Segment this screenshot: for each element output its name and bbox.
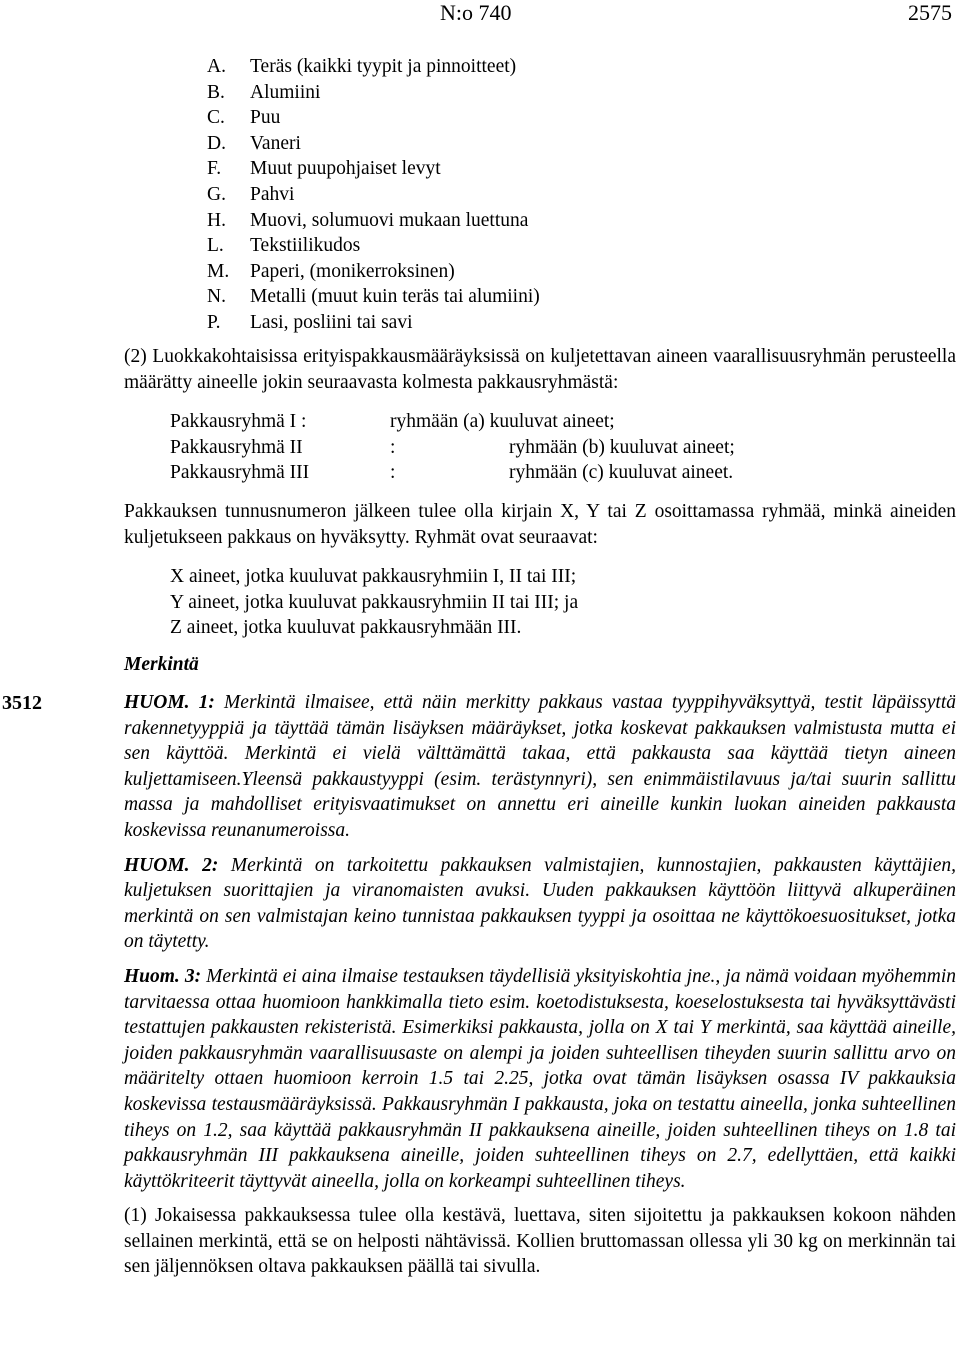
group-desc: ryhmään (b) kuuluvat aineet; [509, 436, 735, 458]
packing-groups-table [124, 409, 956, 486]
note-1-text: Merkintä ilmaisee, että näin merkitty pakkaus vastaa tyyppihyväksyttyä, testit läpäissyttä rakennetyyppiä ja täyttää tämän lisäyksen määräykset, jotka koskevat pakkauksen valmistusta mutta ei sen käyttöä. Merkintä ei vielä välttämättä takaa, että pakkausta saa käyttää tietyn aineen kuljettamiseen.Yleensä pakkaustyyppi (esim. terästynnyri), sen enimmäistilavuus ja/tai suurin sallittu massa ja mahdolliset erityisvaatimukset on annettu eri aineille kunkin luokan aineiden pakkausta koskevissa reunanumeroissa. [124, 692, 956, 841]
group-colon: : [390, 436, 396, 458]
item-letter: C. [207, 107, 225, 129]
group-colon: : [390, 462, 396, 484]
note-2-label: HUOM. 2: [124, 854, 219, 876]
page-number: 2575 [908, 0, 952, 25]
paragraph-xyz: Pakkauksen tunnusnumeron jälkeen tulee olla kirjain X, Y tai Z osoittamassa ryhmää, minkä aineiden kuljetukseen pakkaus on hyväksytty. Ryhmät ovat seuraavat: [124, 501, 956, 548]
item-text: Paperi, (monikerroksinen) [250, 260, 455, 282]
table-row [124, 409, 956, 435]
table-row [124, 435, 956, 461]
item-letter: M. [207, 260, 230, 282]
list-item [207, 310, 540, 336]
list-item [207, 208, 540, 234]
item-letter: D. [207, 132, 226, 154]
list-item [207, 233, 540, 259]
group-desc: ryhmään (c) kuuluvat aineet. [509, 462, 734, 484]
item-letter: G. [207, 183, 226, 205]
item-letter: A. [207, 56, 226, 77]
list-item: Z aineet, jotka kuuluvat pakkausryhmään III. [170, 617, 522, 639]
materials-list [207, 54, 540, 336]
heading-merkinta: Merkintä [124, 654, 199, 675]
item-text: Tekstiilikudos [250, 235, 361, 257]
list-item [207, 156, 540, 182]
group-name: Pakkausryhmä III [170, 462, 310, 484]
list-item [207, 54, 540, 80]
item-text: Teräs (kaikki tyypit ja pinnoitteet) [250, 56, 517, 77]
paragraph-2: (2) Luokkakohtaisissa erityispakkausmääräyksissä on kuljetettavan aineen vaarallisuusryhmän perusteella määrätty aineelle jokin seuraavasta kolmesta pakkausryhmästä: [124, 346, 956, 393]
item-text: Lasi, posliini tai savi [250, 311, 413, 333]
list-item [207, 131, 540, 157]
xyz-list [124, 564, 956, 641]
note-2 [124, 853, 956, 955]
group-desc: ryhmään (a) kuuluvat aineet; [390, 411, 615, 432]
item-text: Puu [250, 107, 281, 129]
item-text: Muut puupohjaiset levyt [250, 158, 441, 180]
margin-number: 3512 [2, 692, 42, 714]
list-item [207, 182, 540, 208]
section-xyz [124, 499, 956, 550]
item-text: Vaneri [250, 132, 301, 154]
item-letter: L. [207, 235, 224, 257]
note-3 [124, 964, 956, 1194]
list-item [207, 284, 540, 310]
item-letter: N. [207, 286, 226, 308]
table-row [124, 460, 956, 486]
item-letter: P. [207, 311, 221, 333]
paragraph-marking-1: (1) Jokaisessa pakkauksessa tulee olla kestävä, luettava, siten sijoitettu ja pakkauksen kokoon nähden sellainen merkintä, että se on helposti nähtävissä. Kollien bruttomassan ollessa yli 30 kg on merkinnän tai sen jäljennöksen oltava pakkauksen päällä tai sivulla. [124, 1205, 956, 1278]
notes-block [124, 690, 956, 1280]
item-text: Pahvi [250, 183, 295, 205]
note-1 [124, 690, 956, 844]
item-letter: H. [207, 209, 226, 231]
item-letter: B. [207, 81, 225, 103]
section-packing-groups [124, 344, 956, 395]
header-section-number: N:o 740 [440, 0, 512, 25]
list-item [207, 80, 540, 106]
list-item: Y aineet, jotka kuuluvat pakkausryhmiin II tai III; ja [170, 591, 579, 613]
list-item [207, 259, 540, 285]
group-name: Pakkausryhmä I : [170, 411, 307, 432]
item-text: Muovi, solumuovi mukaan luettuna [250, 209, 529, 231]
list-item: X aineet, jotka kuuluvat pakkausryhmiin I, II tai III; [170, 566, 577, 587]
note-1-label: HUOM. 1: [124, 692, 215, 713]
list-item [207, 105, 540, 131]
note-3-text: Merkintä ei aina ilmaise testauksen täydellisiä yksityiskohtia jne., ja nämä voidaan myöhemmin tarvitaessa ottaa huomioon hankkimalla tieto esim. koetodistuksesta, koeselostuksesta tai hyväksyttävästi testattujen pakkausten rekisteristä. Esimerkiksi pakkausta, jolla on X tai Y merkintä, saa käyttää aineille, joiden pakkausryhmän vaarallisuusaste on alempi ja joiden suhteellisen tiheyden suurin sallittu arvo on määritelty ottaen huomioon kerroin 1.5 tai 2.25, jotka ovat tämän lisäyksen osassa IV pakkauksia koskevissa testausmääräyksissä. Pakkausryhmän I pakkausta, joka on testattu aineella, jonka suhteellinen tiheys on 1.2, saa käyttää pakkausryhmän II pakkauksena aineille, joiden suhteellinen tiheys on 1.8 tai pakkausryhmän III pakkauksena aineille, joiden suhteellinen tiheys on 2.7, edellyttäen, että kaikki käyttökriteerit täyttyvät aineella, jolla on korkeampi suhteellinen tiheys. [124, 965, 956, 1192]
item-text: Alumiini [250, 81, 321, 103]
note-2-text: Merkintä on tarkoitettu pakkauksen valmistajien, kunnostajien, pakkausten käyttäjien, kuljetuksen suorittajien ja viranomaisten avuksi. Uuden pakkauksen käyttöön liittyvä alkuperäinen merkintä on sen valmistajan keino tunnistaa pakkauksen tyyppi ja osoittaa ne käyttökoesuositukset, jotka on täytetty. [124, 854, 956, 953]
note-3-label: Huom. 3: [124, 965, 202, 987]
group-name: Pakkausryhmä II [170, 436, 303, 458]
item-letter: F. [207, 158, 222, 180]
item-text: Metalli (muut kuin teräs tai alumiini) [250, 286, 540, 308]
